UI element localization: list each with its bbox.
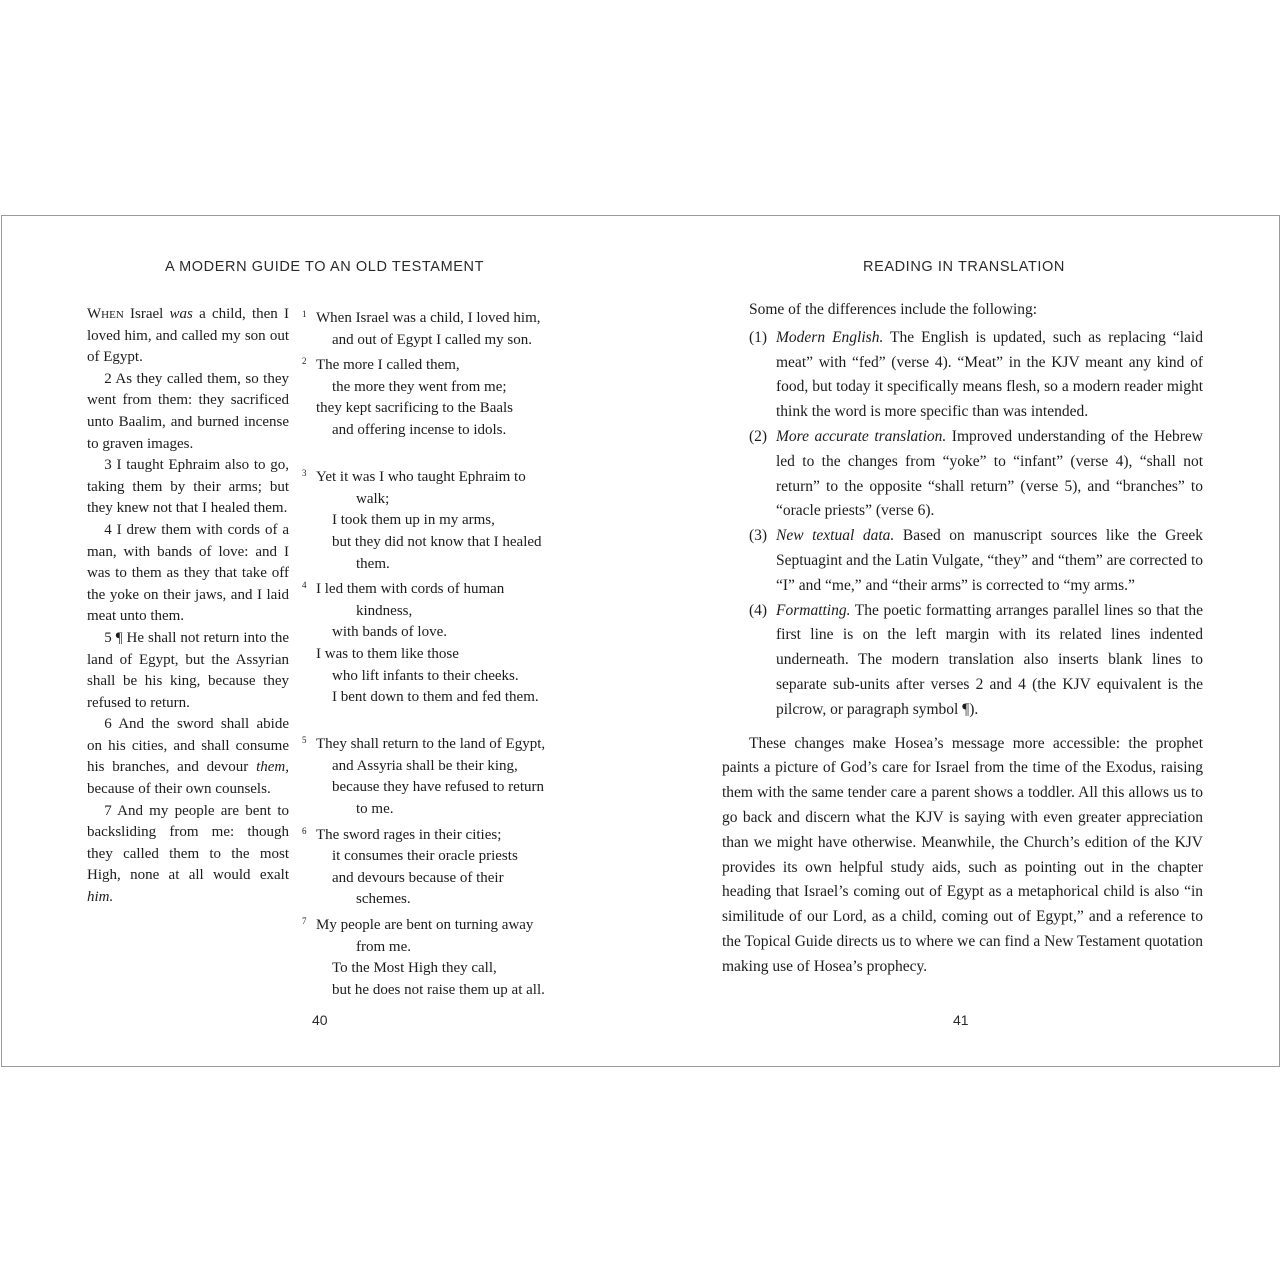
stanza-gap [302, 709, 572, 731]
verse-number: 7 [302, 916, 307, 927]
modern-line: because they have refused to return [332, 779, 544, 796]
modern-line: and devours because of their [332, 869, 504, 886]
modern-line: walk; [356, 490, 390, 507]
modern-line-text: The sword rages in their cities; [316, 826, 502, 843]
modern-line [302, 304, 572, 330]
verse-number: 1 [302, 309, 307, 319]
kjv-verse-3: 3 I taught Ephraim also to go, taking them by their arms; but they knew not that I healed them. [87, 457, 289, 517]
list-item-number: (3) [749, 527, 768, 545]
intro-line: Some of the differences include the following: [749, 301, 1038, 318]
modern-line-text: They shall return to the land of Egypt, [316, 736, 546, 753]
kjv-verse-6-italic: them, [256, 759, 289, 776]
kjv-column [87, 304, 289, 909]
modern-line: but they did not know that I healed [332, 533, 542, 550]
list-item-number: (1) [749, 328, 768, 346]
kjv-verse-7 [87, 801, 289, 909]
left-running-head: A MODERN GUIDE TO AN OLD TESTAMENT [165, 259, 485, 275]
kjv-verse-1-text-a: Israel [123, 306, 170, 322]
modern-line: and Assyria shall be their king, [332, 757, 518, 774]
verse-number: 2 [302, 356, 307, 367]
stanza-gap [302, 442, 572, 464]
modern-line: but he does not raise them up at all. [332, 981, 545, 998]
verse-number: 3 [302, 468, 307, 479]
list-item [722, 326, 1203, 425]
kjv-verse-4: 4 I drew them with cords of a man, with bands of love: and I was to them as they that take off the yoke on their jaws, and I laid meat unto them. [87, 521, 289, 625]
list-item [722, 524, 1203, 598]
modern-line-text: Yet it was I who taught Ephraim to [316, 469, 526, 486]
kjv-verse-1-italic: was [169, 306, 193, 322]
list-item [722, 425, 1203, 524]
modern-line-text: My people are bent on turning away [316, 917, 534, 934]
kjv-verse-1 [87, 304, 289, 369]
kjv-verse-1-text-b: a child, then I loved him, and called my son out of Egypt. [87, 306, 289, 366]
list-item-text: Based on manuscript sources like the Greek Septuagint and the Latin Vulgate, “they” and “them” are corrected to “I” and “me,” and “their arms” is corrected to “my arms.” [776, 527, 1204, 594]
modern-line: they kept sacrificing to the Baals [316, 400, 514, 417]
kjv-verse-2: 2 As they called them, so they went from them: they sacrificed unto Baalim, and burned incense to graven images. [87, 370, 289, 452]
modern-line: kindness, [356, 602, 413, 619]
list-item-number: (4) [749, 601, 768, 619]
kjv-verse-6-text-a: 6 And the sword shall abide on his cities, and shall consume his branches, and devour [87, 716, 289, 776]
modern-line-text: When Israel was a child, I loved him, [316, 310, 541, 326]
kjv-verse-7-text-a: 7 And my people are bent to backsliding from me: though they called them to the most High, none at all would exalt [87, 802, 289, 884]
list-item-text: The poetic formatting arranges parallel lines so that the first line is on the left margin with its related lines indented underneath. The modern translation also inserts blank lines to separate sub-units after verses 2 and 4 (the KJV equivalent is the pilcrow, or paragraph symbol ¶). [776, 601, 1203, 718]
left-page-number: 40 [312, 1012, 328, 1028]
modern-line-text: I led them with cords of human [316, 581, 505, 598]
kjv-verse-5: 5 ¶ He shall not return into the land of Egypt, but the Assyrian shall be his king, because they refused to return. [87, 629, 289, 711]
list-item-title: More accurate translation. [776, 427, 947, 445]
verse-number: 5 [302, 735, 307, 746]
list-item-title: Modern English. [776, 328, 884, 346]
modern-line: who lift infants to their cheeks. [332, 667, 519, 684]
modern-line: and offering incense to idols. [332, 421, 507, 438]
modern-line: To the Most High they call, [332, 960, 497, 977]
list-item-number: (2) [749, 427, 768, 445]
list-item-text: Improved understanding of the Hebrew led to the changes from “yoke” to “infant” (verse 4), “shall not return” to the opposite “shall return” (verse 5), and “branches” to “oracle priests” (verse 6). [776, 427, 1203, 520]
kjv-verse-7-italic: him. [87, 889, 114, 906]
modern-line: the more they went from me; [332, 378, 507, 395]
modern-line-text: The more I called them, [316, 357, 460, 374]
list-item-title: New textual data. [776, 527, 895, 545]
modern-line: I was to them like those [316, 645, 459, 662]
modern-line: to me. [356, 801, 394, 818]
modern-line: from me. [356, 938, 411, 955]
right-running-head: READING IN TRANSLATION [863, 259, 1065, 275]
list-item-title: Formatting. [776, 601, 851, 619]
modern-line [302, 730, 572, 756]
right-page-number: 41 [953, 1012, 969, 1028]
modern-line [302, 911, 572, 937]
kjv-verse-1-lead: When [87, 306, 124, 322]
modern-line: I took them up in my arms, [332, 512, 495, 529]
modern-line [302, 821, 572, 847]
modern-line: it consumes their oracle priests [332, 848, 518, 865]
modern-line: them. [356, 555, 390, 572]
book-spread [1, 215, 1280, 1067]
modern-line: with bands of love. [332, 624, 447, 641]
body-paragraph: These changes make Hosea’s message more accessible: the prophet paints a picture of God’s care for Israel from the time of the Exodus, raising them with the same tender care a parent shows a toddler. All this allows us to go back and discern what the KJV is saying with even greater appreciation than we might have otherwise. Meanwhile, the Church’s edition of the KJV provides its own helpful study aids, such as pointing out in the chapter heading that Israel’s coming out of Egypt as a metaphorical child is also “in similitude of our Lord, as a child, coming out of Egypt,” and a reference to the Topical Guide directs us to where we can find a New Testament quotation making use of Hosea’s prophecy. [722, 734, 1203, 975]
kjv-verse-6 [87, 714, 289, 800]
differences-list [722, 326, 1203, 723]
verse-number: 4 [302, 580, 307, 591]
modern-line [302, 351, 572, 377]
modern-line: schemes. [356, 891, 411, 908]
list-item [722, 599, 1203, 723]
modern-line [302, 463, 572, 489]
list-item-text: The English is updated, such as replacing “laid meat” with “fed” (verse 4). “Meat” in the KJV meant any kind of food, but today it specifically means flesh, so a modern reader might think the word is more specific than was intended. [776, 328, 1203, 421]
kjv-verse-6-text-b: because of their own counsels. [87, 781, 271, 798]
modern-line: and out of Egypt I called my son. [332, 331, 532, 348]
verse-number: 6 [302, 825, 307, 836]
modern-line: I bent down to them and fed them. [332, 689, 539, 706]
modern-translation-column [302, 304, 572, 1001]
modern-line [302, 575, 572, 601]
right-page-body [722, 298, 1203, 980]
